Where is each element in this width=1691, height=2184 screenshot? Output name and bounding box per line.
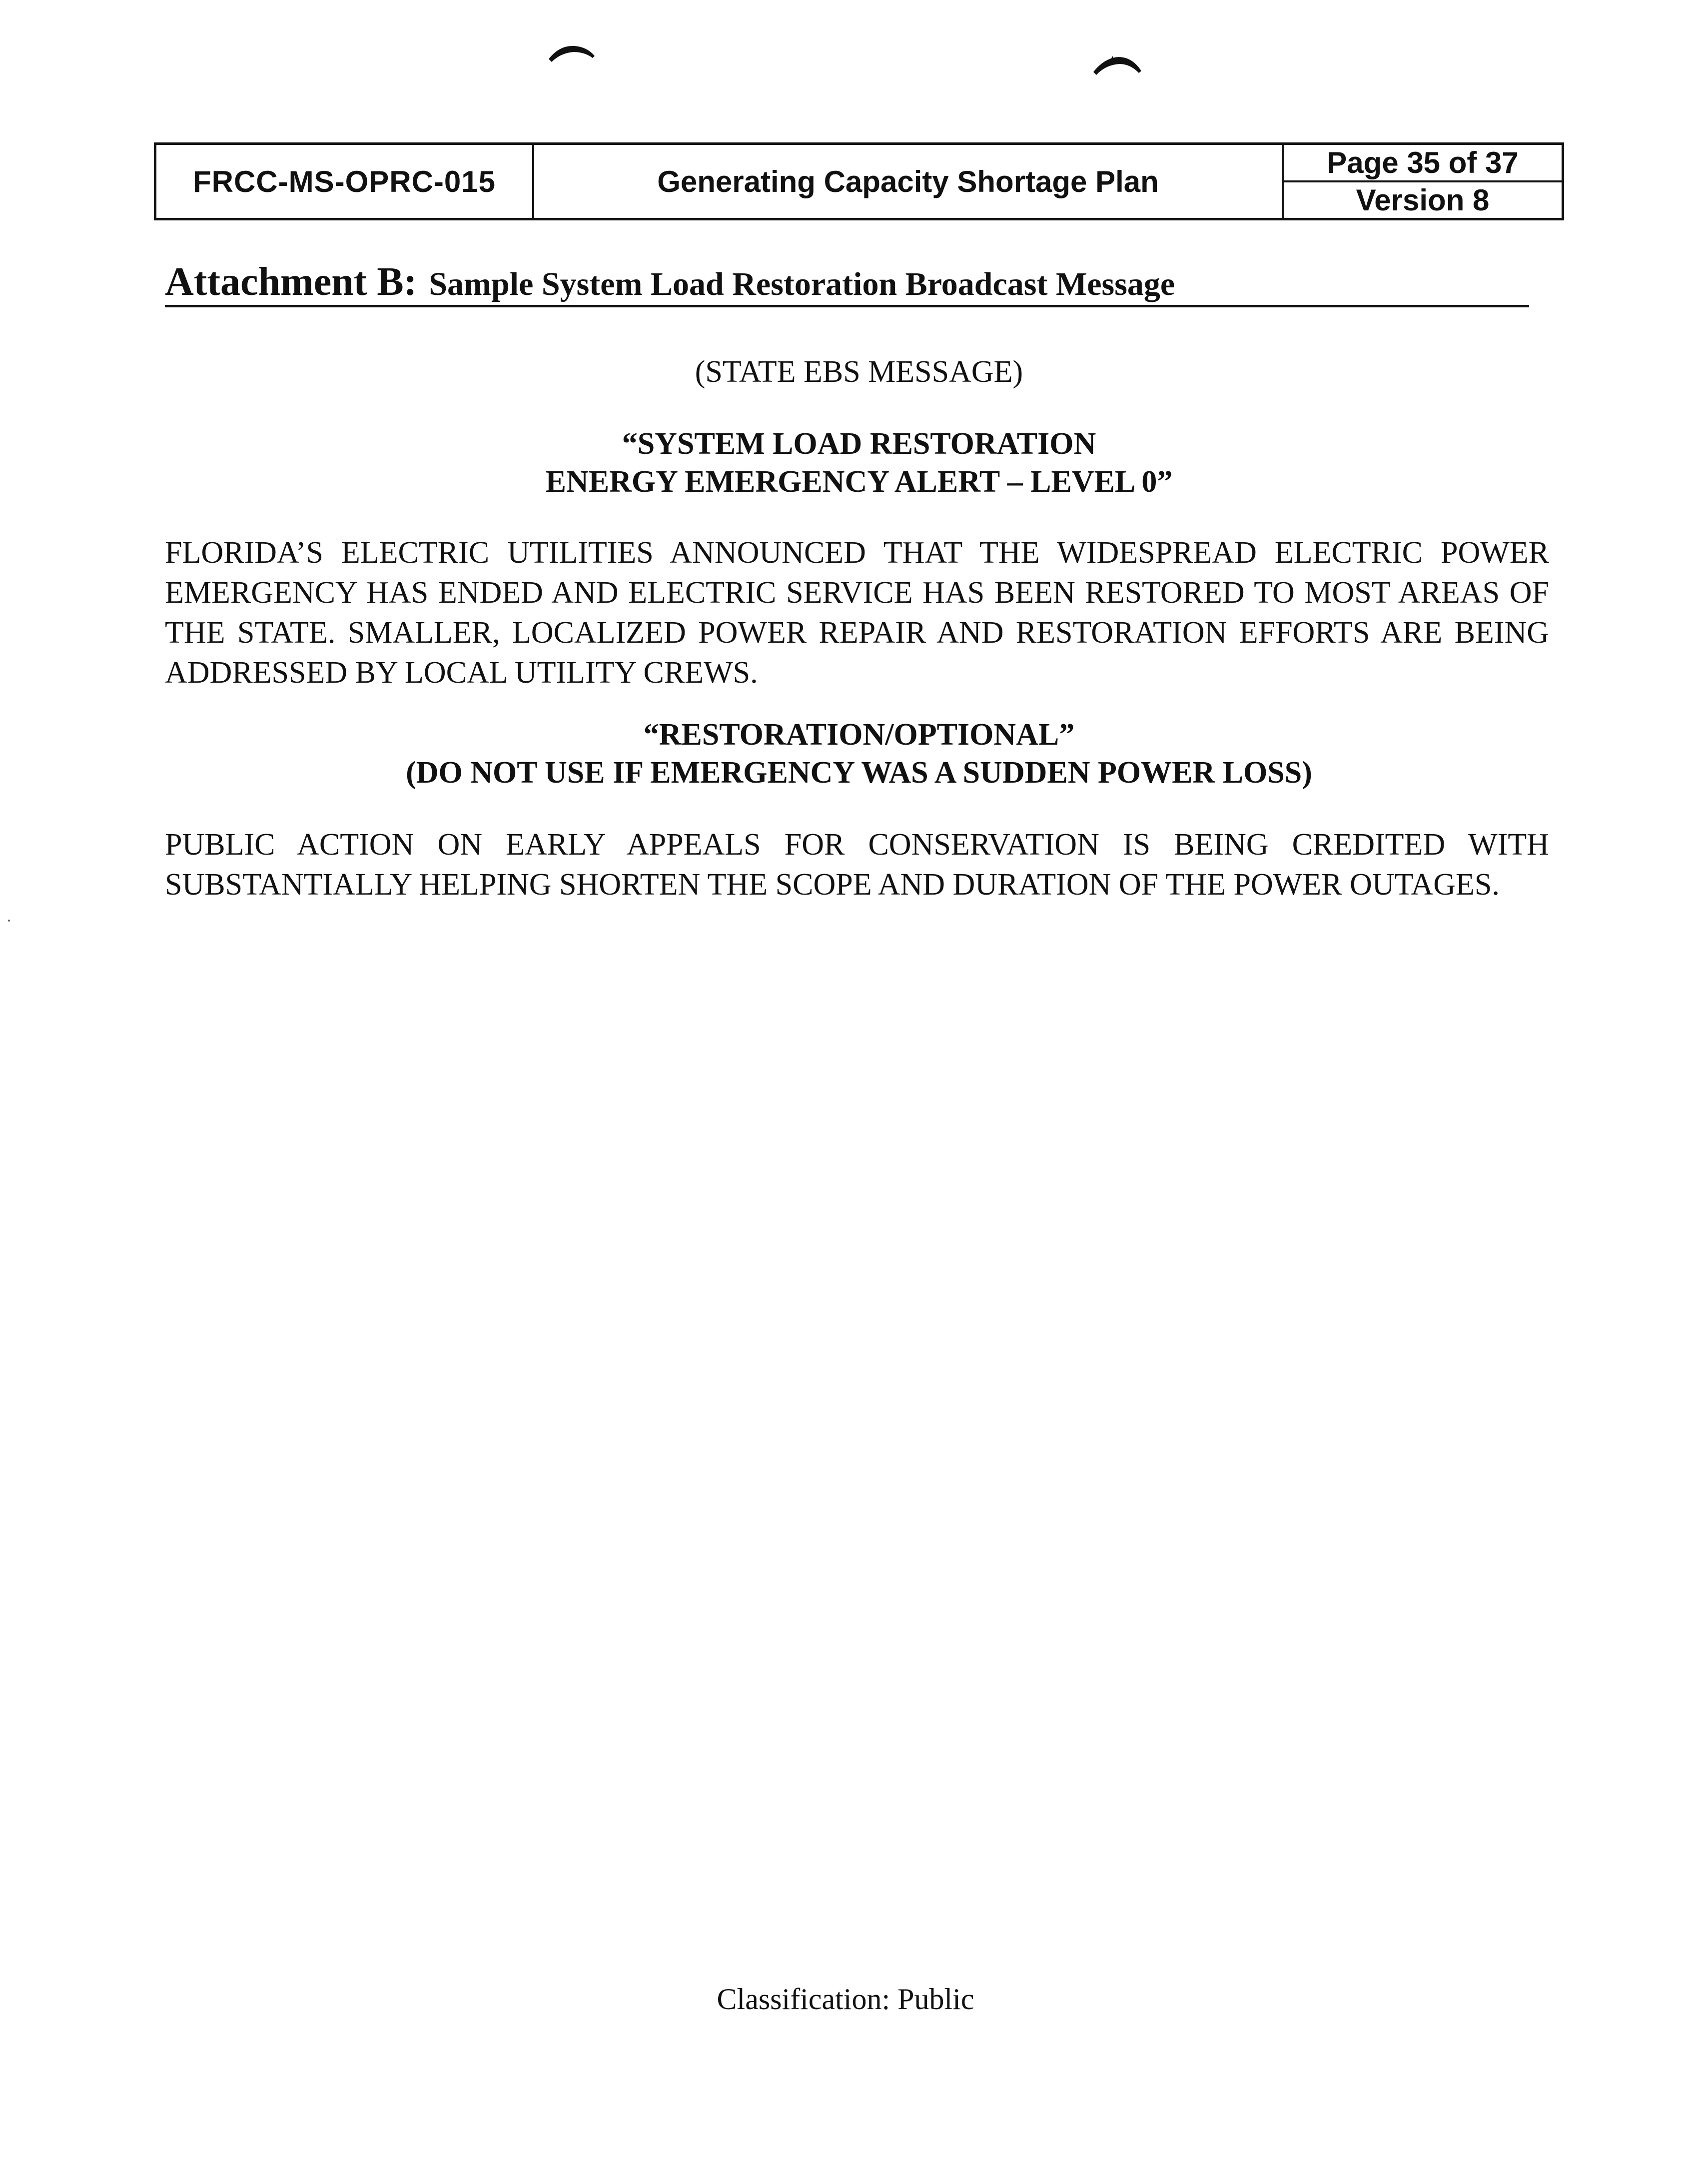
alert-heading — [154, 425, 1564, 501]
attachment-heading — [165, 261, 1529, 307]
alert-line-2: ENERGY EMERGENCY ALERT – LEVEL 0” — [545, 465, 1173, 499]
document-meta — [1284, 145, 1562, 218]
scan-speck — [8, 920, 10, 922]
alert-line-1: “SYSTEM LOAD RESTORATION — [622, 427, 1096, 461]
message-type: (STATE EBS MESSAGE) — [695, 355, 1023, 389]
optional-line-1: “RESTORATION/OPTIONAL” — [643, 718, 1075, 752]
document-header — [154, 142, 1564, 220]
announcement-paragraph: FLORIDA’S ELECTRIC UTILITIES ANNOUNCED THAT THE WIDESPREAD ELECTRIC POWER EMERGENCY HAS ENDED AND ELECTRIC SERVICE HAS BEEN RESTORED TO MOST AREAS OF THE STATE. SMALLER, LOCALIZED POWER REPAIR AND RESTORATION EFFORTS ARE BEING ADDRESSED BY LOCAL UTILITY CREWS. — [165, 536, 1549, 690]
attachment-title: Sample System Load Restoration Broadcast Message — [429, 266, 1175, 302]
document-title: Generating Capacity Shortage Plan — [534, 145, 1284, 218]
conservation-paragraph: PUBLIC ACTION ON EARLY APPEALS FOR CONSERVATION IS BEING CREDITED WITH SUBSTANTIALLY HELPING SHORTEN THE SCOPE AND DURATION OF THE POWER OUTAGES. — [165, 828, 1549, 902]
scan-mark-icon — [1090, 50, 1145, 80]
page-number: Page 35 of 37 — [1284, 145, 1562, 182]
scan-mark-icon — [545, 39, 600, 69]
document-id: FRCC-MS-OPRC-015 — [156, 145, 534, 218]
attachment-label: Attachment B: — [165, 260, 417, 304]
classification-footer: Classification: Public — [717, 1983, 974, 2016]
optional-heading — [154, 716, 1564, 792]
version-label: Version 8 — [1356, 183, 1490, 217]
optional-line-2: (DO NOT USE IF EMERGENCY WAS A SUDDEN POWER LOSS) — [406, 756, 1312, 790]
